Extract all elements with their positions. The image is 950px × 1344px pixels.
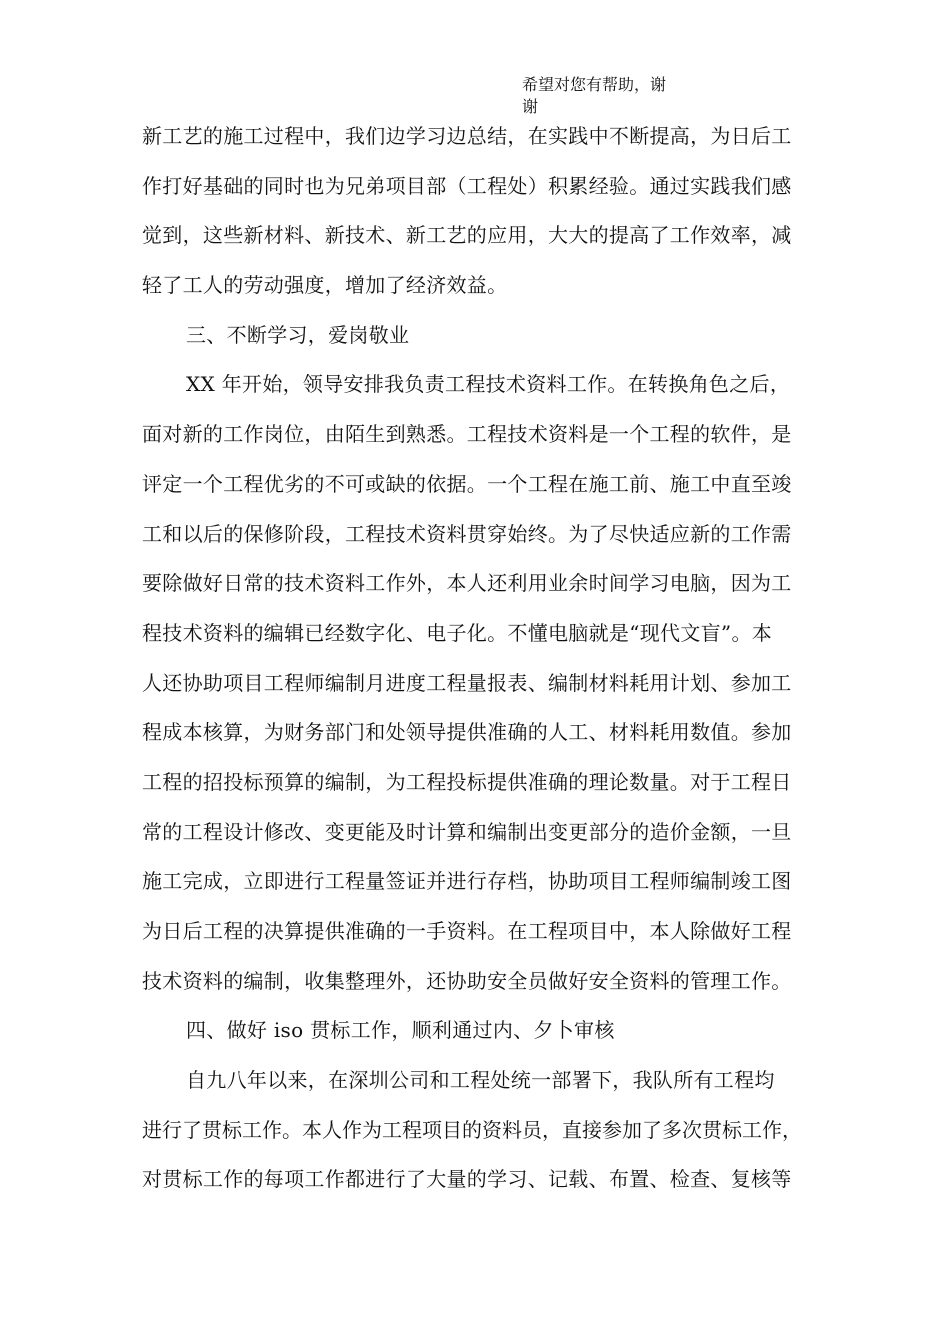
body-line: 对贯标工作的每项工作都进行了大量的学习、记载、布置、检查、复核等: [142, 1167, 792, 1192]
section-heading-4: 四、做好 iso 贯标工作，顺利通过内、夕卜审核: [186, 1018, 615, 1043]
body-line: 程成本核算，为财务部门和处领导提供准确的人工、材料耗用数值。参加: [142, 720, 792, 745]
body-line: 工和以后的保修阶段，工程技术资料贯穿始终。为了尽快适应新的工作需: [142, 521, 792, 546]
document-body: [142, 112, 832, 1205]
body-line: 觉到，这些新材料、新技术、新工艺的应用，大大的提高了工作效率，减: [142, 223, 792, 248]
body-line: 轻了工人的劳动强度，增加了经济效益。: [142, 273, 508, 298]
header-note-line-2: 谢: [522, 97, 539, 116]
body-line: 新工艺的施工过程中，我们边学习边总结，在实践中不断提高，为日后工: [142, 124, 792, 148]
body-line: 人还协助项目工程师编制月进度工程量报表、编制材料耗用计划、参加工: [142, 670, 792, 695]
body-line: XX 年开始，领导安排我负责工程技术资料工作。在转换角色之后，: [186, 372, 791, 397]
body-line: 进行了贯标工作。本人作为工程项目的资料员，直接参加了多次贯标工作，: [142, 1117, 802, 1142]
body-line: 技术资料的编制，收集整理外，还协助安全员做好安全资料的管理工作。: [142, 968, 792, 993]
header-note-line-1: 希望对您有帮助，谢: [522, 75, 667, 94]
body-line: 施工完成，立即进行工程量签证并进行存档，协助项目工程师编制竣工图: [142, 869, 792, 894]
body-line: 为日后工程的决算提供准确的一手资料。在工程项目中，本人除做好工程: [142, 919, 792, 943]
body-line: 要除做好日常的技术资料工作外，本人还利用业余时间学习电脑，因为工: [142, 571, 792, 596]
body-line: 作打好基础的同时也为兄弟项目部（工程处）积累经验。通过实践我们感: [142, 173, 792, 198]
body-line: 工程的招投标预算的编制，为工程投标提供准确的理论数量。对于工程日: [142, 769, 792, 794]
section-heading-3: 三、不断学习，爱岗敬业: [186, 322, 410, 347]
body-line: 面对新的工作岗位，由陌生到熟悉。工程技术资料是一个工程的软件，是: [142, 422, 792, 447]
body-line: 自九八年以来，在深圳公司和工程处统一部署下，我队所有工程均: [186, 1068, 775, 1093]
body-line: 常的工程设计修改、变更能及时计算和编制出变更部分的造价金额，一旦: [142, 819, 792, 844]
body-line: 程技术资料的编辑已经数字化、电子化。不懂电脑就是“现代文盲”。本: [142, 620, 773, 645]
body-line: 评定一个工程优劣的不可或缺的依据。一个工程在施工前、施工中直至竣: [142, 471, 792, 496]
